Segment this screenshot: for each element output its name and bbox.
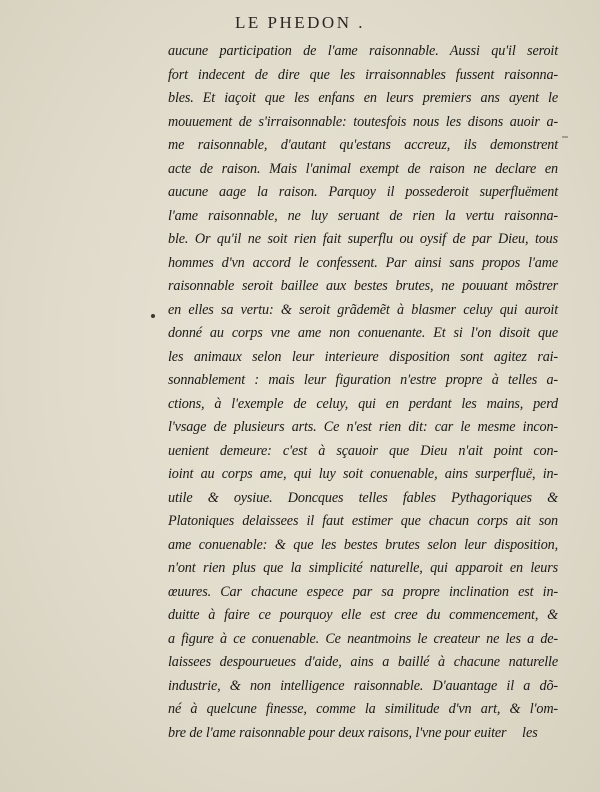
text-line: ble. Or qu'il ne soit rien fait superflu ou oysif de par Dieu, tous (168, 231, 558, 247)
text-line: bles. Et iaçoit que les enfans en leurs premiers ans ayent le (168, 90, 558, 106)
body-text (168, 40, 558, 745)
margin-mark (562, 136, 568, 138)
text-line: hommes d'vn accord le confessent. Par ainsi sans propos l'ame (168, 254, 558, 271)
text-line: fort indecent de dire que les irraisonnables fussent raisonna- (168, 66, 558, 83)
text-line: aucune aage la raison. Parquoy il possederoit superfluëment (168, 184, 558, 200)
catchword: les (522, 725, 538, 741)
text-line: uenient demeure: c'est à sçauoir que Dieu n'ait point con- (168, 442, 558, 459)
text-line: raisonnable seroit baillee aux bestes brutes, ne pouuant mõstrer (168, 278, 558, 294)
ink-dot (151, 314, 155, 318)
text-line: l'ame raisonnable, ne luy seruant de rien la vertu raisonna- (168, 207, 558, 224)
text-line: utile & oysiue. Doncques telles fables Pythagoriques & (168, 489, 558, 506)
text-line: acte de raison. Mais l'animal exempt de raison ne declare en (168, 160, 558, 177)
text-line: laissees despourueues d'aide, ains a baillé à chacune naturelle (168, 654, 558, 670)
text-line: ame conuenable: & que les bestes brutes selon leur disposition, (168, 536, 558, 553)
text-line: Platoniques delaissees il faut estimer que chacun corps ait son (168, 513, 558, 529)
text-line: en elles sa vertu: & seroit grãdemẽt à blasmer celuy qui auroit (168, 301, 558, 318)
text-line: ioint au corps ame, qui luy soit conuenable, ains surperfluë, in- (168, 466, 558, 482)
text-line: l'vsage de plusieurs arts. Ce n'est rien dit: car le mesme incon- (168, 419, 558, 435)
text-line: né à quelcune finesse, comme la similitude d'vn art, & l'om- (168, 701, 558, 717)
text-line: duitte à faire ce pourquoy elle est cree du commencement, & (168, 607, 558, 623)
text-line: donné au corps vne ame non conuenante. Et si l'on disoit que (168, 325, 558, 341)
text-line: industrie, & non intelligence raisonnable. D'auantage il a dõ- (168, 677, 558, 694)
running-head: LE PHEDON . (235, 13, 365, 32)
text-line: a figure à ce conuenable. Ce neantmoins le createur ne les a de- (168, 630, 558, 647)
text-line: aucune participation de l'ame raisonnable. Aussi qu'il seroit (168, 43, 558, 59)
text-line: bre de l'ame raisonnable pour deux raisons, l'vne pour euiter (168, 724, 507, 741)
text-line: œuures. Car chacune espece par sa propre inclination est in- (168, 583, 558, 600)
text-line: mouuement de s'irraisonnable: toutesfois nous les disons auoir a- (168, 113, 558, 130)
text-line: ctions, à l'exemple de celuy, qui en perdant les mains, perd (168, 395, 558, 412)
text-line: les animaux selon leur interieure disposition sont agitez rai- (168, 348, 558, 365)
text-line: me raisonnable, d'autant qu'estans accreuz, ils demonstrent (168, 137, 558, 153)
text-line: sonnablement : mais leur figuration n'estre propre à telles a- (168, 372, 558, 388)
text-line: n'ont rien plus que la simplicité naturelle, qui apparoit en leurs (168, 560, 558, 576)
